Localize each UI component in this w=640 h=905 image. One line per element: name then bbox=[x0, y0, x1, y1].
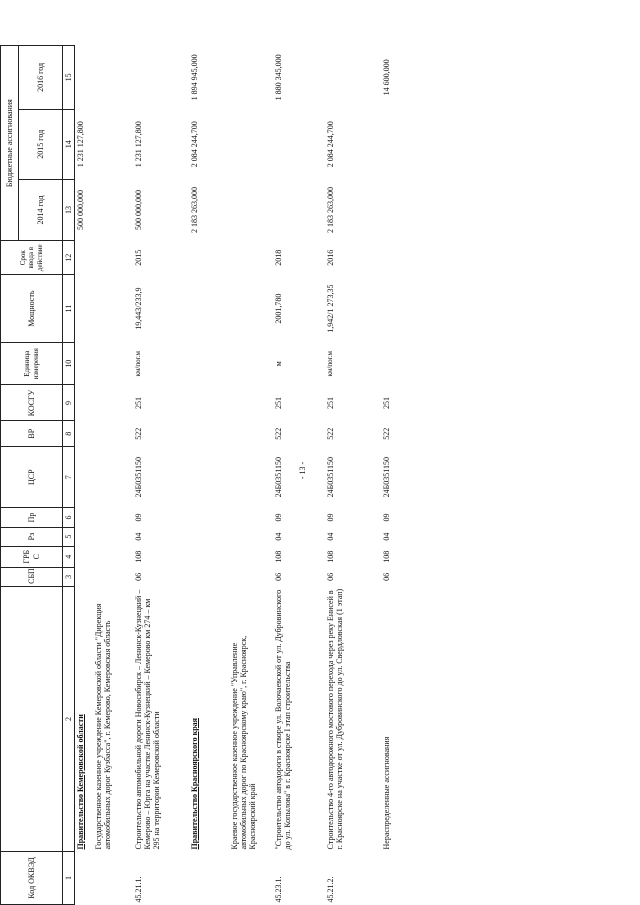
row1-sbp: 06 bbox=[133, 572, 143, 581]
row1-csr: 24Б0351150 bbox=[133, 457, 143, 498]
row1-2014: 500 000,000 bbox=[133, 190, 143, 231]
num-7: 7 bbox=[63, 446, 75, 508]
row2-sbp: 06 bbox=[273, 572, 283, 581]
kr-total-2016: 1 894 945,000 bbox=[189, 54, 199, 101]
kem-organization: Государственное казенное учреждение Кемеровской области "Дирекция автомобильных дорог Кузбасса", г. Кемерово, Кемеровская область bbox=[93, 603, 112, 850]
row1-grbs: 108 bbox=[133, 550, 143, 563]
section-title-krasnoyarsk: Правительство Красноярского края bbox=[189, 718, 199, 850]
num-4: 4 bbox=[63, 546, 75, 567]
row2-vr: 522 bbox=[273, 427, 283, 440]
row1-unit: км/пог.м bbox=[133, 351, 142, 377]
row4-kosgu: 251 bbox=[381, 396, 391, 409]
row2-power: 2001,780 bbox=[273, 293, 283, 324]
row1-code: 45.21.1. bbox=[133, 876, 143, 903]
row3-sbp: 06 bbox=[325, 572, 335, 581]
header-rz: Рз bbox=[1, 527, 63, 546]
num-6: 6 bbox=[63, 508, 75, 527]
page-number: - 13 - bbox=[298, 461, 308, 480]
row3-2015: 2 084 244,700 bbox=[325, 121, 335, 168]
row2-text: "Строительство автодороги в створе ул. Волочаевской от ул. Дубровинского до ул. Копылова" в г. Красноярске I этап строительства bbox=[273, 589, 292, 850]
row3-2014: 2 183 263,000 bbox=[325, 187, 335, 234]
row3-code: 45.21.2. bbox=[325, 876, 335, 903]
header-vr: ВР bbox=[1, 421, 63, 446]
num-1: 1 bbox=[63, 851, 75, 904]
kr-organization: Краевое государственное казенное учреждение "Управление автомобильных дорог по Красноярскому краю", г. Красноярск, Красноярский край bbox=[229, 635, 258, 850]
row2-grbs: 108 bbox=[273, 550, 283, 563]
num-2: 2 bbox=[63, 586, 75, 851]
kr-total-2015: 2 084 244,700 bbox=[189, 121, 199, 168]
row1-pr: 09 bbox=[133, 513, 143, 522]
row1-term: 2015 bbox=[133, 249, 143, 266]
row2-kosgu: 251 bbox=[273, 396, 283, 409]
row3-csr: 24Б0351150 bbox=[325, 457, 335, 498]
row2-pr: 09 bbox=[273, 513, 283, 522]
header-power: Мощность bbox=[1, 275, 63, 343]
num-13: 13 bbox=[63, 179, 75, 241]
row2-rz: 04 bbox=[273, 532, 283, 541]
row1-2015: 1 231 127,800 bbox=[133, 121, 143, 168]
header-2016: 2016 год bbox=[19, 46, 63, 110]
num-10: 10 bbox=[63, 343, 75, 385]
kem-total-2015: 1 231 127,800 bbox=[76, 121, 86, 168]
row1-text: Строительство автомобильной дороги Новосибирск – Ленинск-Кузнецкий – Кемерово – Юрга на участке Ленинск-Кузнецкий – Кемерово км 274 – км 295 на территории Кемеровской области bbox=[133, 589, 162, 850]
row1-rz: 04 bbox=[133, 532, 143, 541]
row1-vr: 522 bbox=[133, 427, 143, 440]
header-unit: Единица измерения bbox=[1, 343, 63, 385]
row2-unit: м bbox=[273, 361, 283, 367]
row4-2016: 14 600,000 bbox=[381, 59, 391, 96]
row4-sbp: 06 bbox=[381, 572, 391, 581]
row4-text: Нераспределенные ассигнования bbox=[381, 736, 391, 850]
num-9: 9 bbox=[63, 385, 75, 421]
row4-grbs: 108 bbox=[381, 550, 391, 563]
num-5: 5 bbox=[63, 527, 75, 546]
header-name bbox=[1, 586, 63, 851]
row3-kosgu: 251 bbox=[325, 396, 335, 409]
row3-pr: 09 bbox=[325, 513, 335, 522]
num-15: 15 bbox=[63, 46, 75, 110]
num-14: 14 bbox=[63, 109, 75, 179]
num-3: 3 bbox=[63, 567, 75, 586]
section-title-kemerovo: Правительство Кемеровской области bbox=[76, 714, 86, 850]
row2-code: 45.23.1. bbox=[273, 876, 283, 903]
row4-vr: 522 bbox=[381, 427, 391, 440]
kr-total-2014: 2 183 263,000 bbox=[189, 187, 199, 234]
header-budget: Бюджетные ассигнования bbox=[1, 46, 19, 241]
row1-kosgu: 251 bbox=[133, 396, 143, 409]
header-csr: ЦСР bbox=[1, 446, 63, 508]
row3-rz: 04 bbox=[325, 532, 335, 541]
num-12: 12 bbox=[63, 241, 75, 275]
header-term: Срок ввода в действие bbox=[1, 241, 63, 275]
budget-table bbox=[0, 45, 421, 905]
header-pr: Пр bbox=[1, 508, 63, 527]
row2-2016: 1 880 345,000 bbox=[273, 54, 283, 101]
header-kosgu: КОСГУ bbox=[1, 385, 63, 421]
header-code: Код ОКВЭД bbox=[1, 851, 63, 904]
row3-term: 2016 bbox=[325, 249, 335, 266]
row4-csr: 24Б0351150 bbox=[381, 457, 391, 498]
row4-pr: 09 bbox=[381, 513, 391, 522]
header-sbp: СБП bbox=[1, 567, 63, 586]
header-grbs: ГРБ С bbox=[1, 546, 63, 567]
row3-unit: км/пог.м bbox=[325, 351, 334, 377]
row4-rz: 04 bbox=[381, 532, 391, 541]
header-2015: 2015 год bbox=[19, 109, 63, 179]
row3-vr: 522 bbox=[325, 427, 335, 440]
row3-text: Строительство 4-го автодорожного мостового перехода через реку Енисей в г. Красноярске на участке от ул. Дубровинского до ул. Свердловская (1 этап) bbox=[325, 588, 344, 850]
kem-total-2014: 500 000,000 bbox=[76, 190, 86, 231]
row2-csr: 24Б0351150 bbox=[273, 457, 283, 498]
num-8: 8 bbox=[63, 421, 75, 446]
row3-grbs: 108 bbox=[325, 550, 335, 563]
row2-term: 2018 bbox=[273, 249, 283, 266]
num-11: 11 bbox=[63, 275, 75, 343]
row3-power: 1,942/1 273,35 bbox=[325, 284, 335, 333]
row1-power: 19,443/233,9 bbox=[133, 287, 143, 330]
header-2014: 2014 год bbox=[19, 179, 63, 241]
